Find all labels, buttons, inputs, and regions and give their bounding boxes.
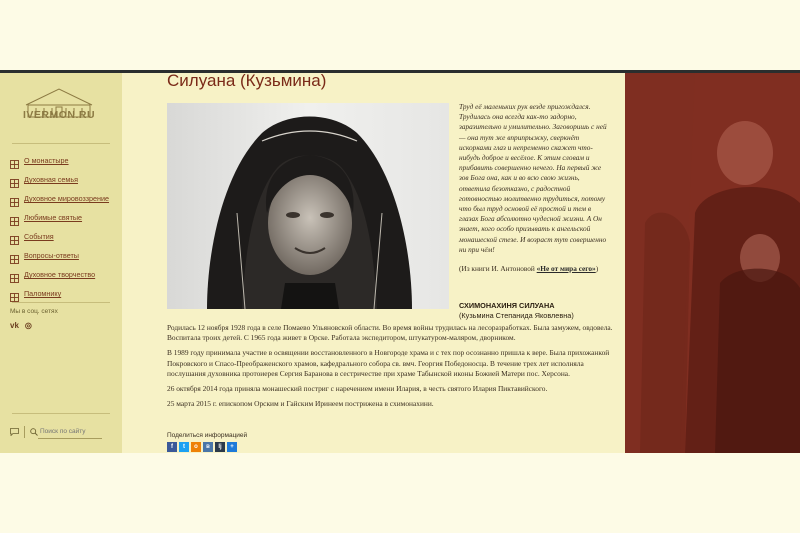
- social-links: [10, 321, 32, 330]
- facebook-icon[interactable]: f: [167, 442, 177, 452]
- main-content: [122, 73, 625, 453]
- share-buttons: [167, 442, 237, 452]
- sidebar-item-family[interactable]: [10, 170, 109, 189]
- bio-paragraph: 26 октября 2014 года приняла монашеский постриг с наречением имени Илария, в честь святого Илария Пиктавийского.: [167, 384, 548, 394]
- source-suffix: ): [595, 264, 599, 273]
- sidebar-item-pilgrim[interactable]: [10, 284, 109, 303]
- share-label: Поделиться информацией: [167, 432, 248, 439]
- sidebar-item-label[interactable]: Духовное творчество: [24, 270, 96, 279]
- grid-icon: [10, 232, 19, 241]
- search-row: [10, 423, 102, 441]
- monastery-logo-icon: [20, 83, 98, 133]
- photo-caption: [459, 301, 619, 321]
- top-margin: [0, 0, 800, 70]
- logo-text: IVERMON.RU: [22, 109, 96, 121]
- book-link[interactable]: «Не от мира сего»: [536, 264, 596, 273]
- odnoklassniki-icon[interactable]: o: [191, 442, 201, 452]
- sidebar-divider: [12, 143, 110, 144]
- grid-icon: [10, 156, 19, 165]
- grid-icon: [10, 194, 19, 203]
- sidebar-item-label[interactable]: Вопросы-ответы: [24, 251, 79, 260]
- livejournal-icon[interactable]: lj: [215, 442, 225, 452]
- sidebar-divider: [12, 413, 110, 414]
- background-photo-panel: [625, 73, 800, 453]
- bio-paragraph: 25 марта 2015 г. епископом Орским и Гайским Иринеем пострижена в схимонахини.: [167, 399, 434, 409]
- grid-icon: [10, 270, 19, 279]
- grid-icon: [10, 289, 19, 298]
- sidebar-divider: [12, 302, 110, 303]
- sidebar-item-label[interactable]: О монастыре: [24, 156, 69, 165]
- caption-subtitle: (Кузьмина Степанида Яковлевна): [459, 311, 574, 320]
- quote-source: [459, 264, 611, 274]
- sidebar-item-creativity[interactable]: [10, 265, 109, 284]
- bio-paragraph: Родилась 12 ноября 1928 года в селе Помаево Ульяновской области. Во время войны трудилась на лесоразработках. Была замужем, овдовела. Воспитала троих детей. С 1965 года живет в Орске. Работала экспедитором, штукатуром-маляром, дворником.: [167, 323, 613, 343]
- bio-paragraph: В 1989 году принимала участие в освящении восстановленного в Новгороде храма и с тех пор осознанно пришла к вере. Была прихожанкой Покровского и Спасо-Преображенского храмов, кафедрального собора св. вмч. Георгия Победоносца. В течение трех лет исполняла послушания духовника протоиерея Сергия Баранова в сестричестве при храме Табынской иконы Божией Матери пос. Херсона.: [167, 348, 610, 378]
- vk-share-icon[interactable]: в: [203, 442, 213, 452]
- feedback-icon[interactable]: [10, 423, 19, 441]
- sidebar-item-label[interactable]: Духовная семья: [24, 175, 78, 184]
- sidebar-item-about[interactable]: [10, 151, 109, 170]
- portrait-photo: [167, 103, 449, 309]
- sidebar-item-qa[interactable]: [10, 246, 109, 265]
- biography: [167, 323, 619, 414]
- more-share-icon[interactable]: +: [227, 442, 237, 452]
- search-divider: [24, 426, 25, 438]
- twitter-icon[interactable]: t: [179, 442, 189, 452]
- sidebar-item-events[interactable]: [10, 227, 109, 246]
- page-title: Силуана (Кузьмина): [167, 71, 327, 90]
- social-label: Мы в соц. сетях: [10, 308, 58, 315]
- sidebar: [0, 73, 122, 453]
- sidebar-item-label[interactable]: Любимые святые: [24, 213, 83, 222]
- quote-text: Труд её маленьких рук везде пригождался. Трудилась она всегда как-то задорно, заразительно и умилительно. Заговоришь с ней — она тут же вприпрыжку, сверкнёт искорками глаз и непременно скажет что-нибудь доброе и весёлое. К этим словам и прибавить совершенно нечего. На первый же зов Бога она, как и во всю свою жизнь, ответила безотказно, с радостной готовностью молитвенно трудиться, потому что был труд основой её простой и тем в глазах Бога абсолютно чудесной жизни. А Он знает, кого особо призывать к ангельской монашеской стезе. И возраст тут совершенно ни при чём!: [459, 102, 607, 254]
- sidebar-item-label[interactable]: Духовное мировоззрение: [24, 194, 110, 203]
- grid-icon: [10, 175, 19, 184]
- bottom-margin: [0, 453, 800, 533]
- grid-icon: [10, 213, 19, 222]
- vk-icon[interactable]: vk: [10, 321, 19, 330]
- sidebar-item-label[interactable]: События: [24, 232, 54, 241]
- search-input[interactable]: [38, 426, 102, 439]
- sidebar-item-label[interactable]: Паломнику: [24, 289, 62, 298]
- caption-name: СХИМОНАХИНЯ СИЛУАНА: [459, 301, 555, 310]
- grid-icon: [10, 251, 19, 260]
- sidebar-item-saints[interactable]: [10, 208, 109, 227]
- sidebar-nav: [10, 151, 109, 303]
- source-prefix: (Из книги И. Антоновой: [459, 264, 535, 273]
- search-icon[interactable]: [30, 423, 38, 441]
- instagram-icon[interactable]: ◎: [24, 321, 32, 330]
- sidebar-item-worldview[interactable]: [10, 189, 109, 208]
